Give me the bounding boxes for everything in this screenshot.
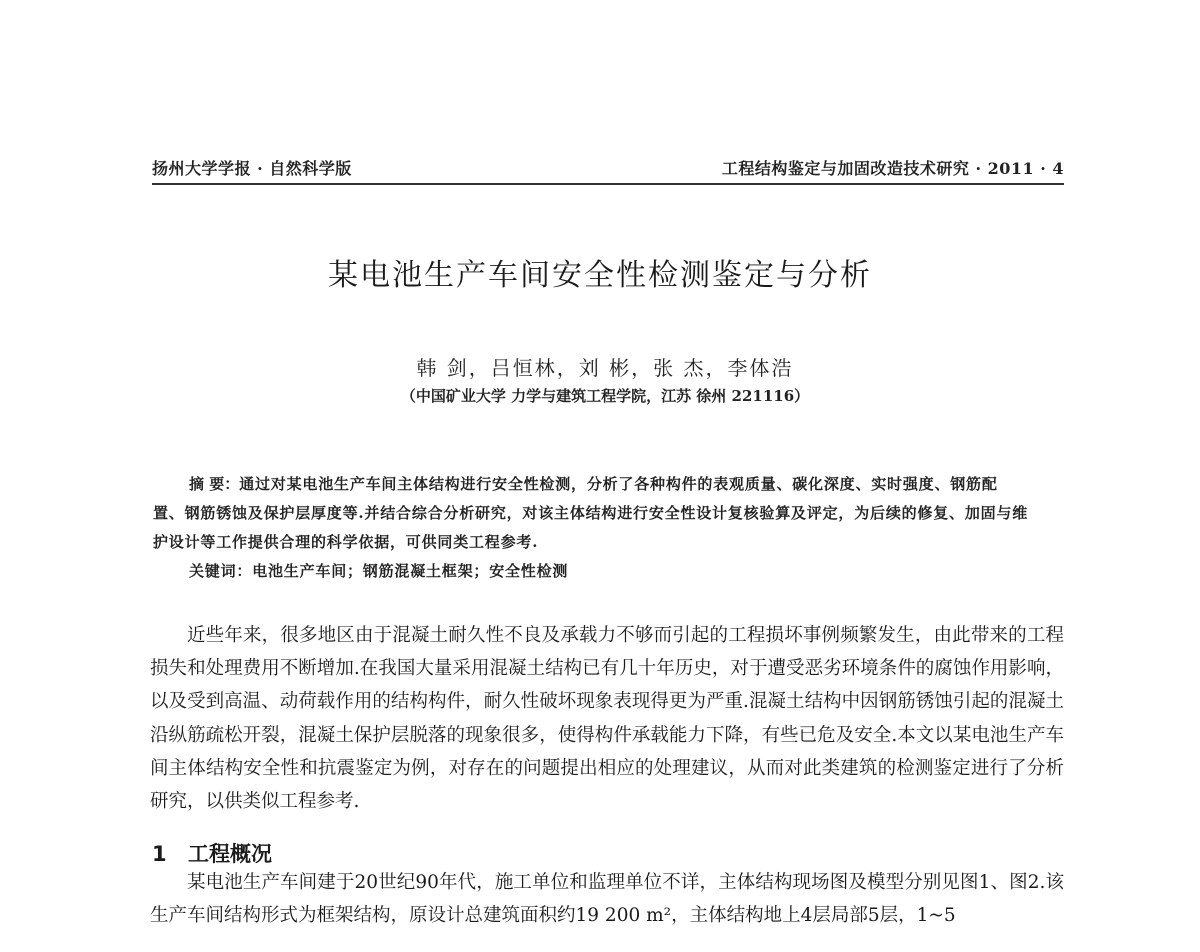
section-heading	[152, 838, 752, 868]
section-title: 工程概况	[188, 842, 272, 866]
intro-section	[150, 619, 1064, 818]
keywords-line	[153, 557, 1029, 586]
section-1-paragraph: 某电池生产车间建于20世纪90年代，施工单位和监理单位不详，主体结构现场图及模型分别见图1、图2.该生产车间结构形式为框架结构，原设计总建筑面积约19 200 m²，主体结构地上4层局部5层，1~5	[150, 872, 1064, 927]
author-affiliation: （中国矿业大学 力学与建筑工程学院，江苏 徐州 221116）	[400, 387, 810, 405]
article-authors: 韩 剑，吕恒林，刘 彬，张 杰，李体浩	[416, 356, 794, 380]
header-rule	[152, 183, 1064, 185]
article-title: 某电池生产车间安全性检测鉴定与分析	[328, 258, 872, 293]
keywords-label: 关键词：	[189, 562, 253, 580]
journal-name: 扬州大学学报 · 自然科学版	[152, 159, 352, 178]
section-number: 1	[152, 842, 167, 866]
running-header	[152, 152, 1064, 180]
special-issue-label: 工程结构鉴定与加固改造技术研究 · 2011 · 4	[721, 159, 1064, 178]
section-1-body	[150, 866, 1064, 932]
abstract-label: 摘 要：	[189, 475, 240, 493]
abstract-block	[153, 470, 1029, 586]
intro-paragraph: 近些年来，很多地区由于混凝土耐久性不良及承载力不够而引起的工程损坏事例频繁发生，由此带来的工程损失和处理费用不断增加.在我国大量采用混凝土结构已有几十年历史，对于遭受恶劣环境条件的腐蚀作用影响，以及受到高温、动荷载作用的结构构件，耐久性破坏现象表现得更为严重.混凝土结构中因钢筋锈蚀引起的混凝土沿纵筋疏松开裂，混凝土保护层脱落的现象很多，使得构件承载能力下降，有些已危及安全.本文以某电池生产车间主体结构安全性和抗震鉴定为例，对存在的问题提出相应的处理建议，从而对此类建筑的检测鉴定进行了分析研究，以供类似工程参考.	[150, 625, 1064, 813]
keywords-text: 电池生产车间；钢筋混凝土框架；安全性检测	[252, 562, 569, 580]
abstract-paragraph	[153, 470, 1029, 557]
abstract-text: 通过对某电池生产车间主体结构进行安全性检测，分析了各种构件的表观质量、碳化深度、实时强度、钢筋配置、钢筋锈蚀及保护层厚度等.并结合综合分析研究，对该主体结构进行安全性设计复核验算及评定，为后续的修复、加固与维护设计等工作提供合理的科学依据，可供同类工程参考.	[153, 475, 1029, 551]
